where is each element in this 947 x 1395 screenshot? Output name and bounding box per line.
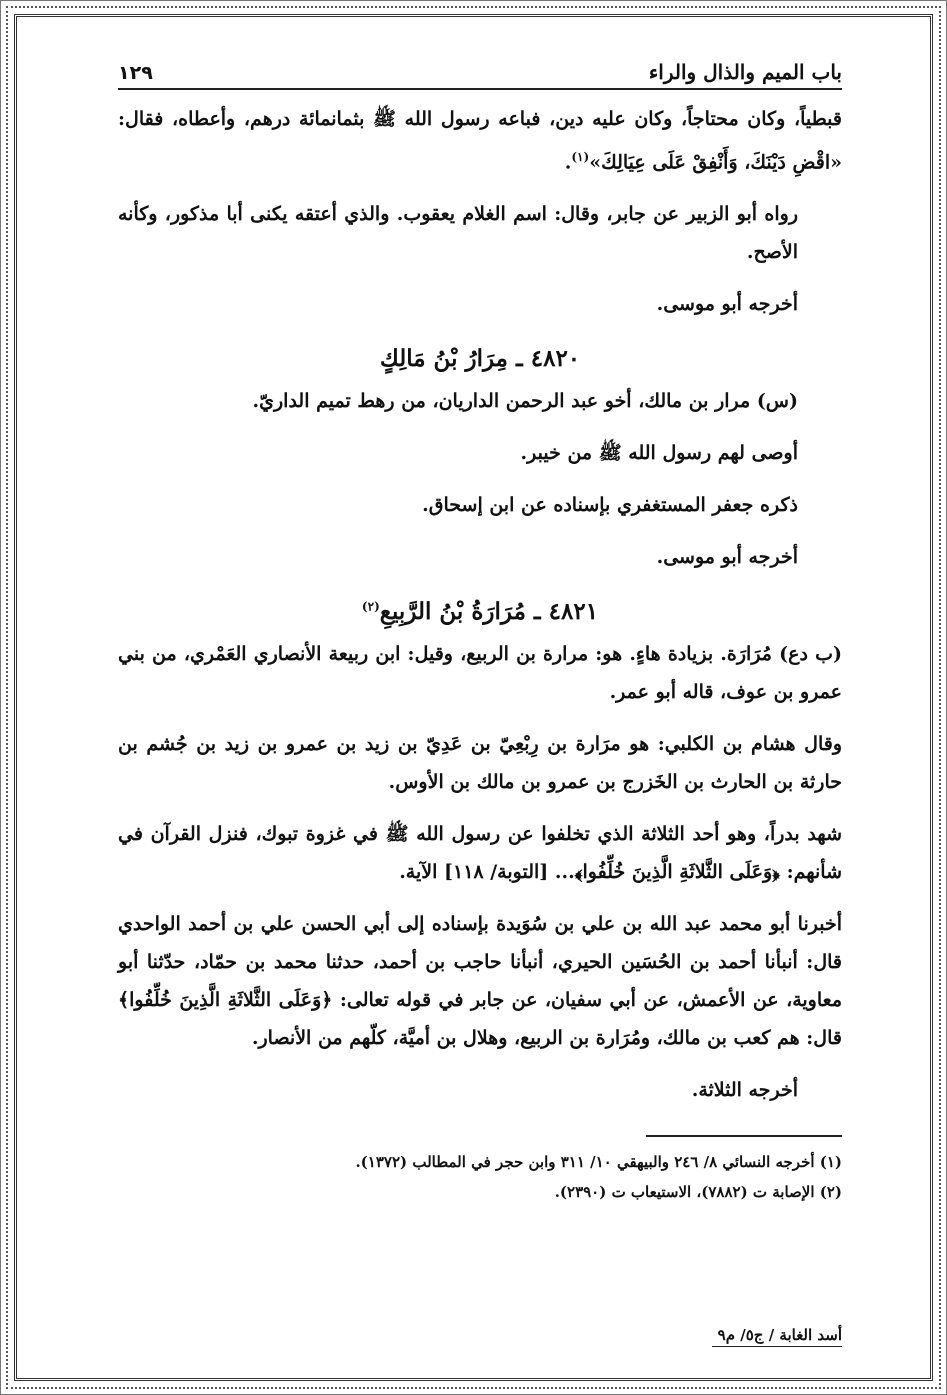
paragraph-1: قبطياً، وكان محتاجاً، وكان عليه دين، فباعه رسول الله ﷺ بثمانمائة درهم، وأعطاه، فقال: «اقْضِ دَيْنَكَ، وَأَنْفِقْ عَلَى عِيَالِكَ»$^{(١)}$. bbox=[118, 108, 842, 174]
paragraph-10: شهد بدراً، وهو أحد الثلاثة الذي تخلفوا عن رسول الله ﷺ في غزوة تبوك، فنزل القرآن في شأنهم: ﴿وَعَلَى الثَّلاثَةِ الَّذِينَ خُلِّفُوا﴾... [التوبة/ ١١٨] الآية. bbox=[118, 823, 842, 884]
paragraph-6: ذكره جعفر المستغفري بإسناده عن ابن إسحاق. bbox=[422, 494, 798, 517]
page-content bbox=[118, 60, 842, 1350]
running-header bbox=[118, 60, 842, 90]
paragraph-5: أوصى لهم رسول الله ﷺ من خيبر. bbox=[520, 442, 798, 465]
paragraph-7: أخرجه أبو موسى. bbox=[656, 546, 798, 569]
footnote-divider bbox=[646, 1135, 842, 1137]
paragraph-9: وقال هشام بن الكلبي: هو مرَارة بن رِبْعِيّ بن عَدِيّ بن زيد بن عمرو بن زيد بن جُشم بن حارثة بن الحارث بن الخَزرج بن عمرو بن مالك بن الأوس. bbox=[118, 733, 842, 794]
page-number: ١٢٩ bbox=[118, 62, 153, 84]
footer-rule bbox=[712, 1346, 842, 1347]
paragraph-11: أخبرنا أبو محمد عبد الله بن علي بن سُوَيدة بإسناده إلى أبي الحسن علي بن أحمد الواحدي قال: أنبأنا أحمد بن الحُسَين الحيري، أنبأنا حاجب بن أحمد، حدثنا محمد بن حمّاد، حدّثنا أبو معاوية، عن الأعمش، عن أبي سفيان، عن جابر في قوله تعالى: ﴿وَعَلَى الثَّلاثَةِ الَّذِينَ خُلِّفُوا﴾ قال: هم كعب بن مالك، ومُرَارة بن الربيع، وهلال بن أميَّة، كلّهم من الأنصار. bbox=[118, 913, 842, 1050]
entry-title-4821: ٤٨٢١ ـ مُرَارَةُ بْنُ الرَّبِيعِ$^{(٢)}$ bbox=[361, 598, 599, 626]
page-footer bbox=[118, 1326, 842, 1347]
footnote-2: (٢) الإصابة ت (٧٨٨٢)، الاستيعاب ت (٢٣٩٠). bbox=[554, 1183, 842, 1202]
running-title: باب الميم والذال والراء bbox=[648, 60, 842, 84]
footnote-ref-1: (١) bbox=[571, 150, 590, 164]
paragraph-8: (ب دع) مُرَارَة. بزيادة هاءٍ. هو: مرارة بن الربيع، وقيل: ابن ربيعة الأنصاري العَمْري، من بني عمرو بن عوف، قاله أبو عمر. bbox=[118, 643, 842, 704]
paragraph-2: رواه أبو الزبير عن جابر، وقال: اسم الغلام يعقوب. والذي أعتقه يكنى أبا مذكور، وكأنه الأصح. bbox=[118, 203, 798, 264]
paragraph-4: (س) مرار بن مالك، أخو عبد الرحمن الداريان، من رهط تميم الداريّ. bbox=[252, 390, 798, 413]
footnote-1: (١) أخرجه النسائي ٨/ ٢٤٦ والبيهقي ١٠/ ٣١١ وابن حجر في المطالب (١٣٧٢). bbox=[355, 1153, 842, 1172]
paragraph-12: أخرجه الثلاثة. bbox=[691, 1079, 798, 1102]
signature-mark: أسد الغابة / ج٥/ م٩ bbox=[717, 1326, 842, 1344]
entry-title-4820: ٤٨٢٠ ـ مِرَارُ بْنُ مَالِكٍ bbox=[379, 345, 581, 373]
footnote-ref-2: (٢) bbox=[361, 599, 380, 614]
paragraph-3: أخرجه أبو موسى. bbox=[656, 293, 798, 316]
